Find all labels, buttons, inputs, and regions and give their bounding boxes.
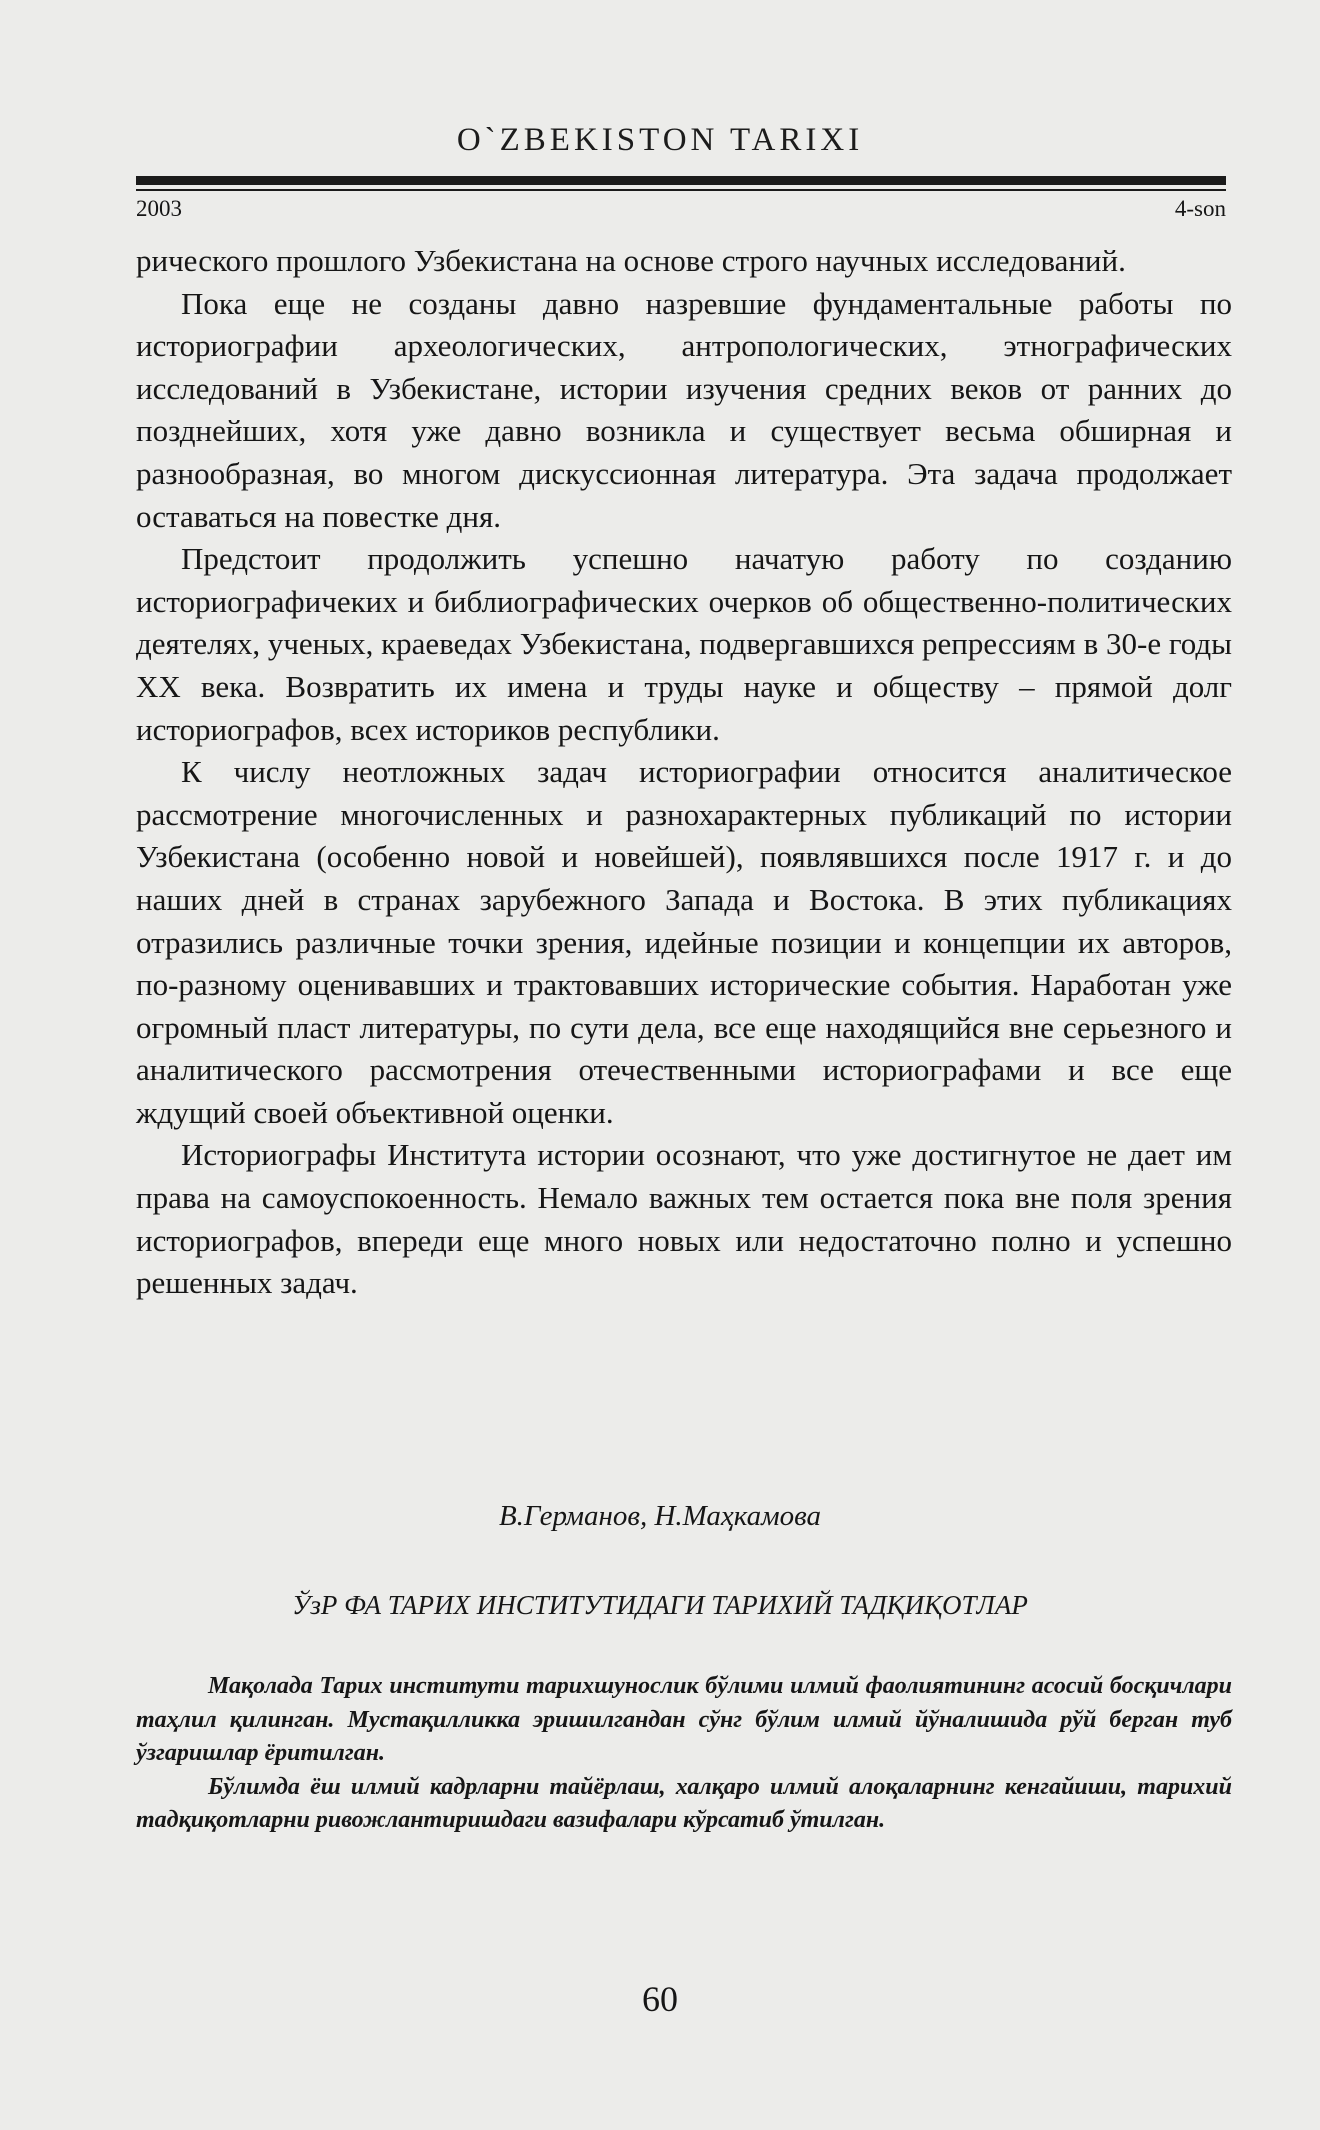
- journal-title: O`ZBEKISTON TARIXI: [456, 122, 864, 158]
- abstract-paragraph: Мақолада Тарих институти тарихшунослик бўлими илмий фаолиятининг асосий босқичлари таҳлил қилинган. Мустақилликка эришилгандан сўнг бўлим илмий йўналишида рўй берган туб ўзгаришлар ёритилган.: [136, 1673, 1232, 1766]
- page-number: 60: [642, 1979, 678, 2019]
- body-paragraph: Пока еще не созданы давно назревшие фундаментальные работы по историографии археологических, антропологических, этнографических исследований в Узбекистане, истории изучения средних веков от ранних до позднейших, хотя уже давно возникла и существует весьма обширная и разнообразная, во многом дискуссионная литература. Эта задача продолжает оставаться на повестке дня.: [136, 285, 1232, 534]
- next-article-heading: ЎзР ФА ТАРИХ ИНСТИТУТИДАГИ ТАРИХИЙ ТАДҚИҚОТЛАР: [292, 1590, 1028, 1620]
- article-abstract: [136, 1670, 1232, 1838]
- body-paragraph: Историографы Института истории осознают, что уже достигнутое не дает им права на самоуспокоенность. Немало важных тем остается пока вне поля зрения историографов, впереди еще много новых или недостаточно полно и успешно решенных задач.: [136, 1137, 1232, 1301]
- body-paragraph: Предстоит продолжить успешно начатую работу по созданию историографичеких и библиографических очерков об общественно-политических деятелях, ученых, краеведах Узбекистана, подвергавшихся репрессиям в 30-е годы XX века. Возвратить их имена и труды науке и обществу – прямой долг историографов, всех историков республики.: [136, 541, 1232, 747]
- article-body: [136, 240, 1232, 1305]
- issue-year: 2003: [136, 196, 182, 221]
- issue-number: 4-son: [1174, 196, 1226, 221]
- header-rule-thin: [136, 189, 1226, 191]
- body-paragraph: К числу неотложных задач историографии относится аналитическое рассмотрение многочисленных и разнохарактерных публикаций по истории Узбекистана (особенно новой и новейшей), появлявшихся после 1917 г. и до наших дней в странах зарубежного Запада и Востока. В этих публикациях отразились различные точки зрения, идейные позиции и концепции их авторов, по-разному оценивавших и трактовавших исторические события. Наработан уже огромный пласт литературы, по сути дела, все еще находящийся вне серьезного и аналитического рассмотрения отечественными историографами и все еще ждущий своей объективной оценки.: [136, 754, 1232, 1130]
- header-rule: [136, 176, 1226, 185]
- abstract-paragraph: Бўлимда ёш илмий кадрларни тайёрлаш, халқаро илмий алоқаларнинг кенгайиши, тарихий тадқиқотларни ривожлантиришдаги вазифалари кўрсатиб ўтилган.: [136, 1773, 1232, 1833]
- author-signature: В.Германов, Н.Маҳкамова: [498, 1500, 822, 1532]
- body-paragraph: рического прошлого Узбекистана на основе строго научных исследований.: [136, 243, 1126, 278]
